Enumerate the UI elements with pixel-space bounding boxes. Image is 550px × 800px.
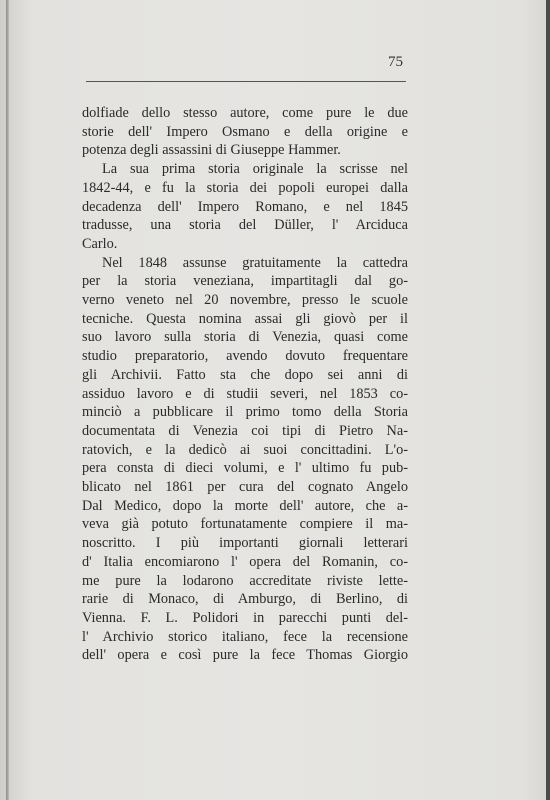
text-line: Carlo.: [82, 235, 118, 252]
page-edge: [546, 0, 550, 800]
book-spine-shadow: [6, 0, 9, 800]
text-line: tecniche. Questa nomina assai gli giovò per il: [82, 310, 408, 327]
text-line: blicato nel 1861 per cura del cognato Angelo: [82, 479, 408, 496]
body-text: [82, 104, 408, 665]
text-line: me pure la lodarono accreditate riviste lette-: [82, 572, 408, 589]
text-line: rarie di Monaco, di Amburgo, di Berlino, di: [82, 591, 408, 608]
text-line: per la storia veneziana, impartitagli dal go-: [82, 273, 408, 290]
text-line: verno veneto nel 20 novembre, presso le scuole: [82, 292, 408, 309]
text-line: minciò a pubblicare il primo tomo della Storia: [82, 404, 408, 421]
text-line: veva già potuto fortunatamente compiere il ma-: [82, 516, 408, 533]
header-rule: [86, 81, 406, 82]
text-line: documentata di Venezia coi tipi di Pietro Na-: [82, 422, 408, 439]
text-line: dolfiade dello stesso autore, come pure le due: [82, 105, 408, 121]
text-line: Nel 1848 assunse gratuitamente la cattedra: [102, 254, 408, 271]
text-line: Dal Medico, dopo la morte dell' autore, che a-: [82, 497, 408, 514]
text-line: gli Archivii. Fatto sta che dopo sei anni di: [82, 366, 408, 383]
text-line: suo lavoro sulla storia di Venezia, quasi come: [82, 329, 408, 346]
text-line: storie dell' Impero Osmano e della origine e: [82, 123, 408, 140]
text-line: Vienna. F. L. Polidori in parecchi punti del-: [82, 609, 408, 626]
text-line: dell' opera e così pure la fece Thomas Giorgio: [82, 647, 408, 664]
text-line: d' Italia encomiarono l' opera del Romanin, co-: [82, 553, 408, 570]
text-line: 1842-44, e fu la storia dei popoli europei dalla: [82, 179, 408, 196]
text-line: ratovich, e la dedicò ai suoi concittadini. L'o-: [82, 441, 408, 458]
text-line: pera consta di dieci volumi, e l' ultimo fu pub-: [82, 460, 408, 477]
paragraph: [82, 254, 408, 665]
page-number: 75: [388, 54, 403, 70]
text-line: l' Archivio storico italiano, fece la recensione: [82, 628, 408, 645]
paragraph: [82, 104, 408, 160]
text-line: decadenza dell' Impero Romano, e nel 1845: [82, 198, 408, 215]
text-line: assiduo lavoro e di studii severi, nel 1853 co-: [82, 385, 408, 402]
paragraph: [82, 160, 408, 254]
text-line: noscritto. I più importanti giornali letterari: [82, 535, 408, 552]
text-line: potenza degli assassini di Giuseppe Hammer.: [82, 142, 341, 159]
text-line: La sua prima storia originale la scrisse nel: [102, 161, 408, 178]
text-line: tradusse, una storia del Düller, l' Arciduca: [82, 217, 408, 234]
text-line: studio preparatorio, avendo dovuto frequentare: [82, 348, 408, 365]
